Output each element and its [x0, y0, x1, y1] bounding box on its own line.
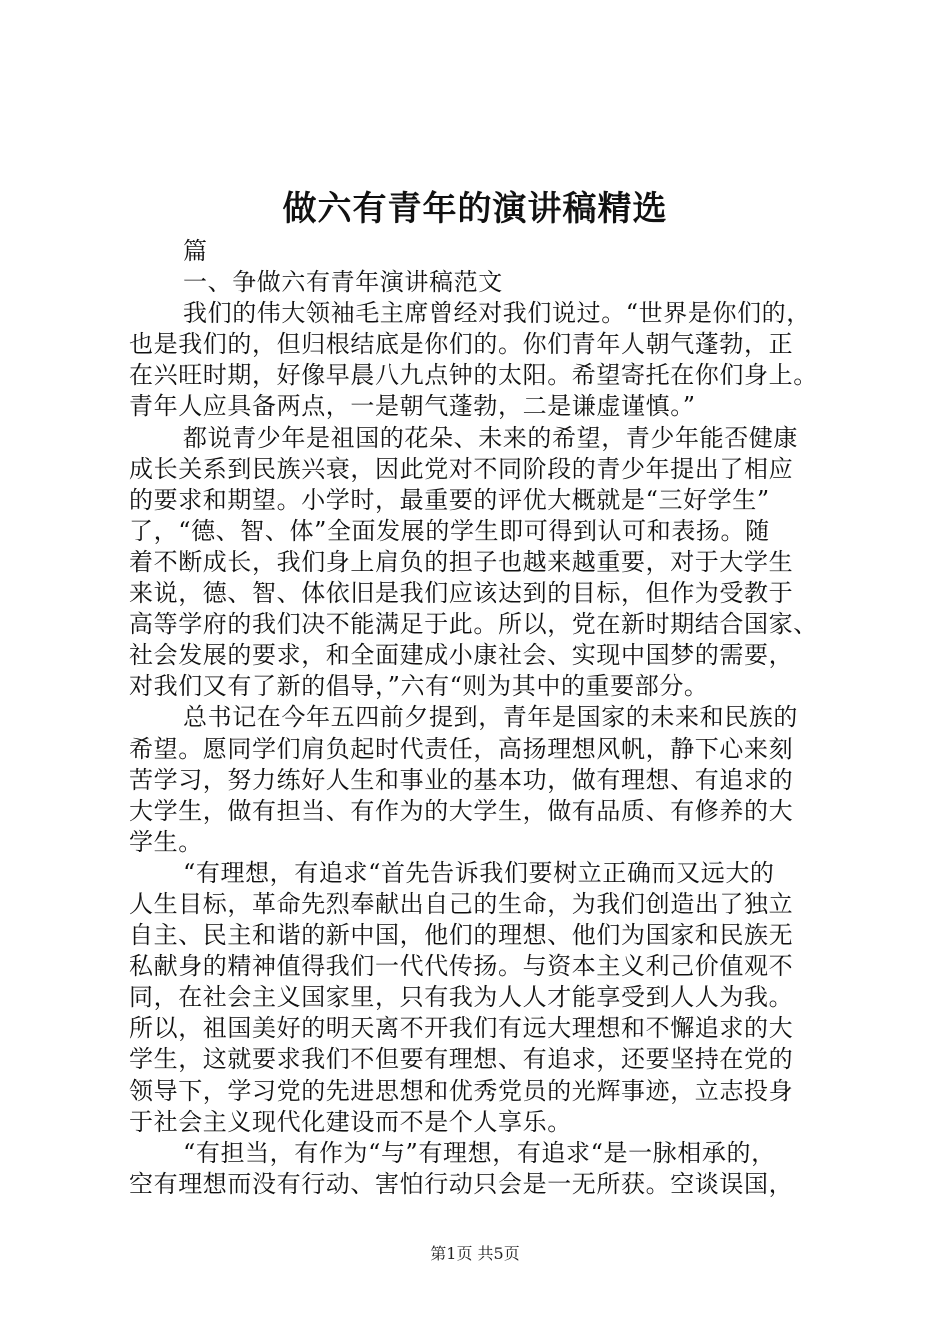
text-line: 成长关系到民族兴衰，因此党对不同阶段的青少年提出了相应 — [129, 454, 794, 483]
text-line: 社会发展的要求，和全面建成小康社会、实现中国梦的需要， — [129, 641, 794, 670]
text-line: 高等学府的我们决不能满足于此。所以，党在新时期结合国家、 — [129, 610, 818, 639]
text-line: 来说，德、智、体依旧是我们应该达到的目标，但作为受教于 — [129, 579, 794, 608]
text-line: 希望。愿同学们肩负起时代责任，高扬理想风帆，静下心来刻 — [129, 734, 794, 763]
text-line: 对我们又有了新的倡导，”六有“则为其中的重要部分。 — [129, 672, 709, 701]
text-line: 在兴旺时期，好像早晨八九点钟的太阳。希望寄托在你们身上。 — [129, 361, 818, 390]
text-line: 了，“德、智、体”全面发展的学生即可得到认可和表扬。随 — [129, 516, 770, 545]
section-heading: 一、争做六有青年演讲稿范文 — [183, 268, 503, 297]
text-line: 领导下，学习党的先进思想和优秀党员的光辉事迹，立志投身 — [129, 1076, 794, 1105]
text-line: 私献身的精神值得我们一代代传扬。与资本主义利己价值观不 — [129, 952, 794, 981]
text-line: 着不断成长，我们身上肩负的担子也越来越重要，对于大学生 — [129, 547, 794, 576]
text-line: “有理想，有追求“首先告诉我们要树立正确而又远大的 — [183, 858, 775, 887]
text-line: 学生，这就要求我们不但要有理想、有追求，还要坚持在党的 — [129, 1045, 794, 1074]
text-line: 学生。 — [129, 827, 203, 856]
text-line: 青年人应具备两点，一是朝气蓬勃，二是谦虚谨慎。” — [129, 392, 696, 421]
text-line: 于社会主义现代化建设而不是个人享乐。 — [129, 1107, 572, 1136]
text-line: 都说青少年是祖国的花朵、未来的希望，青少年能否健康 — [183, 423, 798, 452]
text-line: 同，在社会主义国家里，只有我为人人才能享受到人人为我。 — [129, 983, 794, 1012]
text-line: 的要求和期望。小学时，最重要的评优大概就是“三好学生” — [129, 485, 770, 514]
text-line: 大学生，做有担当、有作为的大学生，做有品质、有修养的大 — [129, 796, 794, 825]
page-footer: 第1页 共5页 — [430, 1244, 520, 1263]
text-line: 空有理想而没有行动、害怕行动只会是一无所获。空谈误国， — [129, 1169, 794, 1198]
text-line: “有担当，有作为“与”有理想，有追求“是一脉相承的， — [183, 1138, 776, 1167]
document-body — [129, 236, 841, 1200]
text-line: 篇 — [183, 237, 208, 265]
text-line: 所以，祖国美好的明天离不开我们有远大理想和不懈追求的大 — [129, 1014, 794, 1043]
text-line: 也是我们的，但归根结底是你们的。你们青年人朝气蓬勃，正 — [129, 330, 794, 359]
text-line: 自主、民主和谐的新中国，他们的理想、他们为国家和民族无 — [129, 921, 794, 950]
text-line: 人生目标，革命先烈奉献出自己的生命，为我们创造出了独立 — [129, 889, 794, 918]
text-line: 我们的伟大领袖毛主席曾经对我们说过。“世界是你们的， — [183, 299, 811, 328]
text-line: 总书记在今年五四前夕提到，青年是国家的未来和民族的 — [183, 703, 798, 732]
text-line: 苦学习，努力练好人生和事业的基本功，做有理想、有追求的 — [129, 765, 794, 794]
document-title: 做六有青年的演讲稿精选 — [282, 189, 668, 229]
